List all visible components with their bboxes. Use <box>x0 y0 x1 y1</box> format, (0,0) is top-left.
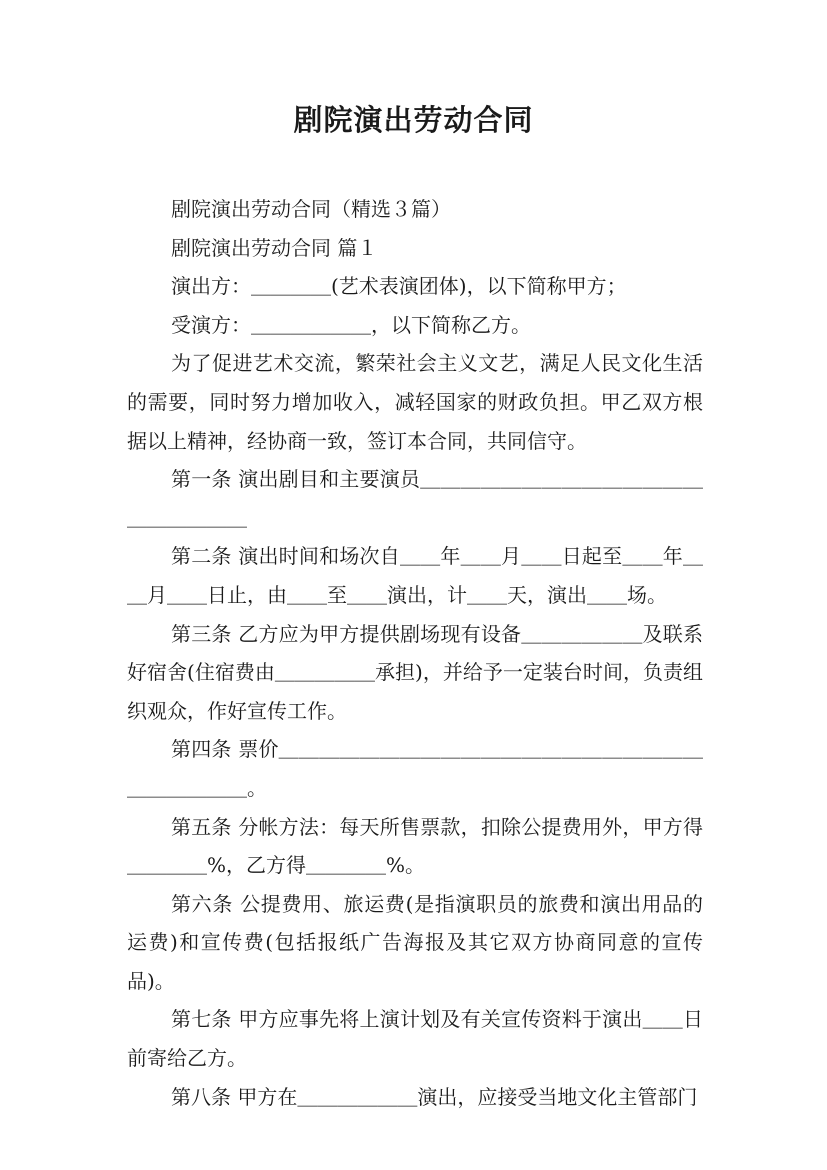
clause-5: 第五条 分帐方法：每天所售票款，扣除公提费用外，甲方得＿＿＿＿%，乙方得＿＿＿＿%。 <box>127 814 703 878</box>
clause-8: 第八条 甲方在＿＿＿＿＿＿演出，应接受当地文化主管部门 <box>171 1084 698 1109</box>
clause-1: 第一条 演出剧目和主要演员＿＿＿＿＿＿＿＿＿＿＿＿＿＿＿＿＿＿＿＿ <box>127 467 703 530</box>
clause-7: 第七条 甲方应事先将上演计划及有关宣传资料于演出＿＿日前寄给乙方。 <box>127 1007 703 1071</box>
paragraph-heading-part-1: 剧院演出劳动合同 篇１ <box>171 235 378 260</box>
document-body <box>127 190 703 1116</box>
paragraph-preamble: 为了促进艺术交流，繁荣社会主义文艺，满足人民文化生活的需要，同时努力增加收入，减轻国家的财政负担。甲乙双方根据以上精神，经协商一致，签订本合同，共同信守。 <box>127 351 703 453</box>
paragraph-party-a: 演出方：＿＿＿＿(艺术表演团体)，以下简称甲方； <box>171 274 627 299</box>
paragraph-party-b: 受演方：＿＿＿＿＿＿，以下简称乙方。 <box>171 312 531 337</box>
clause-6: 第六条 公提费用、旅运费(是指演职员的旅费和演出用品的运费)和宣传费(包括报纸广告海报及其它双方协商同意的宣传品)。 <box>127 891 703 993</box>
clause-2: 第二条 演出时间和场次自＿＿年＿＿月＿＿日起至＿＿年＿＿月＿＿日止，由＿＿至＿＿演出，计＿＿天，演出＿＿场。 <box>127 544 703 607</box>
clause-4: 第四条 票价＿＿＿＿＿＿＿＿＿＿＿＿＿＿＿＿＿＿＿＿＿＿＿＿＿＿＿。 <box>127 737 703 800</box>
clause-3: 第三条 乙方应为甲方提供剧场现有设备＿＿＿＿＿＿及联系好宿舍(住宿费由＿＿＿＿＿承担)，并给予一定装台时间，负责组织观众，作好宣传工作。 <box>127 621 703 723</box>
document-title: 剧院演出劳动合同 <box>293 103 534 137</box>
paragraph-heading-selection: 剧院演出劳动合同（精选３篇） <box>171 197 451 221</box>
